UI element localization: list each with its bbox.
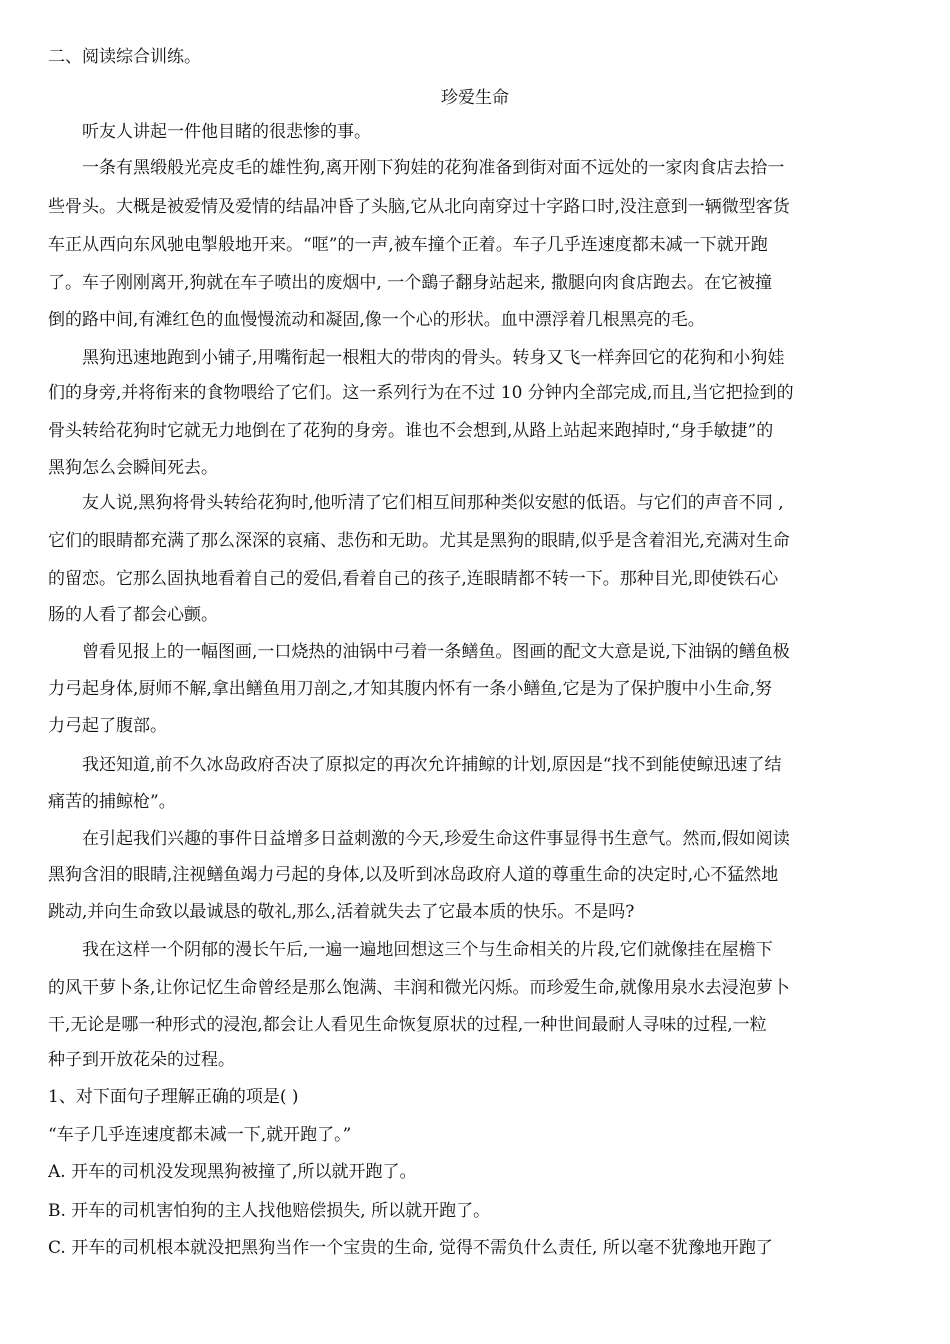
paragraph-line: 曾看见报上的一幅图画,一口烧热的油锅中弓着一条鳝鱼。图画的配文大意是说,下油锅的鳝鱼极 (82, 642, 790, 662)
paragraph-line: 黑狗怎么会瞬间死去。 (48, 458, 218, 478)
article-title: 珍爱生命 (441, 88, 509, 108)
paragraph-line: 友人说,黑狗将骨头转给花狗时,他听清了它们相互间那种类似安慰的低语。与它们的声音不同 , (82, 493, 784, 513)
paragraph-line: 我在这样一个阴郁的漫长午后,一遍一遍地回想这三个与生命相关的片段,它们就像挂在屋檐下 (82, 940, 773, 960)
paragraph-line: 黑狗迅速地跑到小铺子,用嘴衔起一根粗大的带肉的骨头。转身又飞一样奔回它的花狗和小狗娃 (82, 348, 785, 368)
paragraph-line: 跳动,并向生命致以最诚恳的敬礼,那么,活着就失去了它最本质的快乐。不是吗? (48, 902, 635, 922)
paragraph-line: 在引起我们兴趣的事件日益增多日益刺激的今天,珍爱生命这件事显得书生意气。然而,假如阅读 (82, 829, 790, 849)
paragraph-line: 车正从西向东风驰电掣般地开来。“哐”的一声,被车撞个正着。车子几乎连速度都未减一下就开跑 (48, 235, 768, 255)
paragraph-line: 它们的眼睛都充满了那么深深的哀痛、悲伤和无助。尤其是黑狗的眼睛,似乎是含着泪光,充满对生命 (48, 531, 790, 551)
paragraph-line: 肠的人看了都会心颤。 (48, 605, 218, 625)
paragraph-line: 听友人讲起一件他目睹的很悲惨的事。 (82, 122, 371, 142)
paragraph-line: 倒的路中间,有滩红色的血慢慢流动和凝固,像一个心的形状。血中漂浮着几根黑亮的毛。 (48, 310, 705, 330)
paragraph-line: 种子到开放花朵的过程。 (48, 1050, 235, 1070)
paragraph-line: 一条有黑缎般光亮皮毛的雄性狗,离开刚下狗娃的花狗准备到街对面不远处的一家肉食店去拾一 (82, 158, 785, 178)
paragraph-line: 力弓起身体,厨师不解,拿出鳝鱼用刀剖之,才知其腹内怀有一条小鳝鱼,它是为了保护腹中小生命,努 (48, 679, 773, 699)
question-quote: “车子几乎连速度都未减一下,就开跑了。” (48, 1125, 352, 1145)
paragraph-line: 力弓起了腹部。 (48, 716, 167, 736)
paragraph-line: 黑狗含泪的眼睛,注视鳝鱼竭力弓起的身体,以及听到冰岛政府人道的尊重生命的决定时,心不猛然地 (48, 865, 779, 885)
paragraph-line: 了。车子刚刚离开,狗就在车子喷出的废烟中, 一个鷂子翻身站起来, 撒腿向肉食店跑去。在它被撞 (48, 273, 773, 293)
section-heading: 二、阅读综合训练。 (48, 47, 201, 67)
paragraph-line: 些骨头。大概是被爱情及爱情的结晶冲昏了头脑,它从北向南穿过十字路口时,没注意到一辆微型客货 (48, 197, 790, 217)
paragraph-line: 我还知道,前不久冰岛政府否决了原拟定的再次允许捕鲸的计划,原因是“找不到能使鲸迅速了结 (82, 755, 782, 775)
paragraph-line: 骨头转给花狗时它就无力地倒在了花狗的身旁。谁也不会想到,从路上站起来跑掉时,“身手敏捷”的 (48, 421, 774, 441)
paragraph-line: 们的身旁,并将衔来的食物喂给了它们。这一系列行为在不过 10 分钟内全部完成,而且,当它把捡到的 (48, 383, 794, 403)
paragraph-line: 痛苦的捕鲸枪”。 (48, 792, 176, 812)
paragraph-line: 的留恋。它那么固执地看着自己的爱侣,看着自己的孩子,连眼睛都不转一下。那种目光,即使铁石心 (48, 569, 779, 589)
question-prompt: 1、对下面句子理解正确的项是( ) (48, 1087, 299, 1107)
option-c: C. 开车的司机根本就没把黑狗当作一个宝贵的生命, 觉得不需负什么责任, 所以毫不犹豫地开跑了 (48, 1238, 773, 1258)
option-a: A. 开车的司机没发现黑狗被撞了,所以就开跑了。 (48, 1162, 417, 1182)
paragraph-line: 干,无论是哪一种形式的浸泡,都会让人看见生命恢复原状的过程,一种世间最耐人寻味的过程,一粒 (48, 1015, 767, 1035)
option-b: B. 开车的司机害怕狗的主人找他赔偿损失, 所以就开跑了。 (48, 1201, 491, 1221)
paragraph-line: 的风干萝卜条,让你记忆生命曾经是那么饱满、丰润和微光闪烁。而珍爱生命,就像用泉水去浸泡萝卜 (48, 978, 790, 998)
